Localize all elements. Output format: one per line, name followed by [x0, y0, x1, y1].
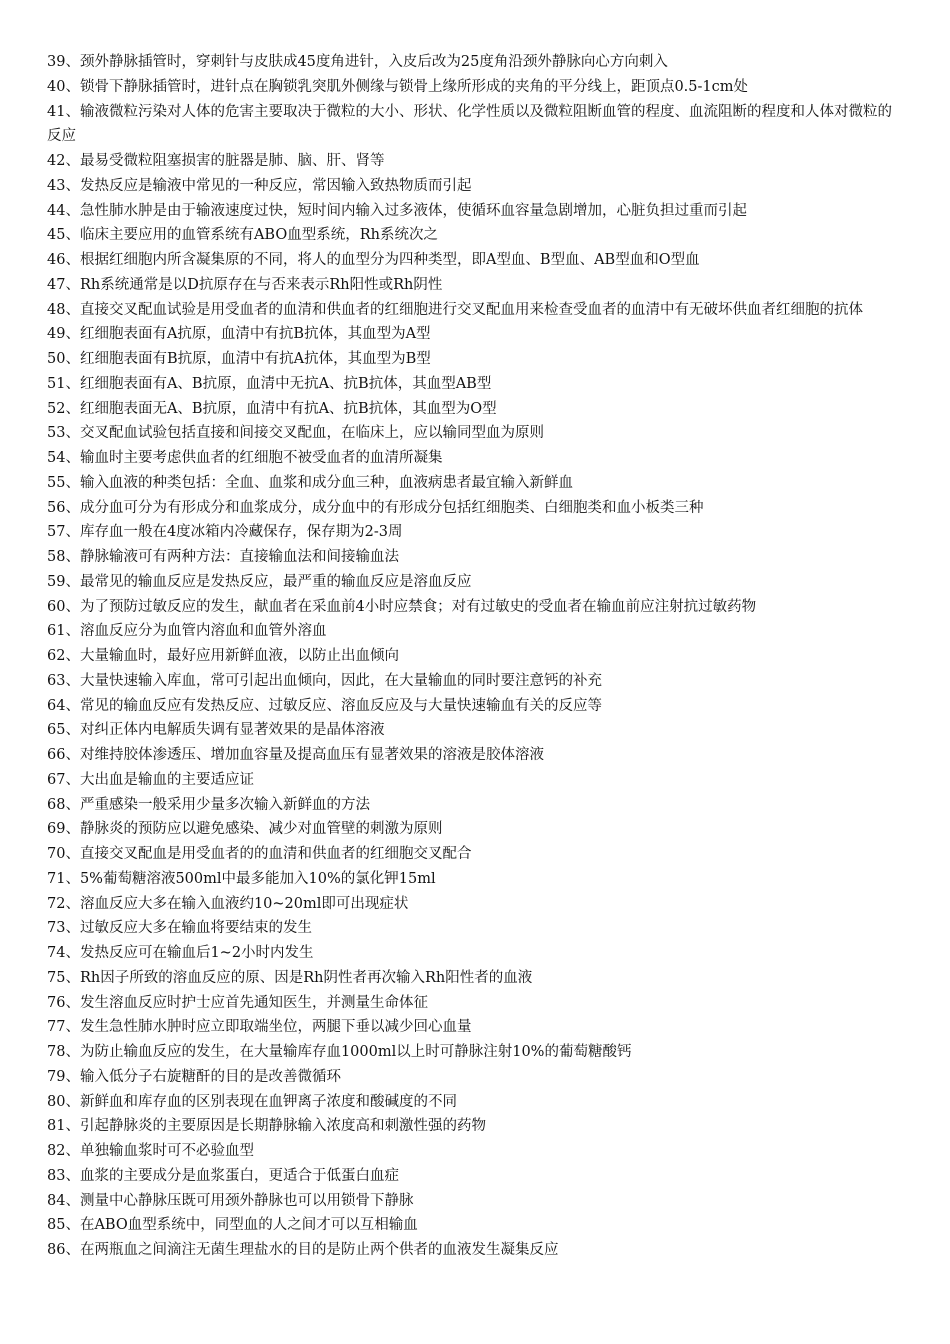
list-item: 56、成分血可分为有形成分和血浆成分，成分血中的有形成分包括红细胞类、白细胞类和血小板类三种: [47, 499, 704, 516]
list-item: 50、红细胞表面有B抗原，血清中有抗A抗体，其血型为B型: [47, 351, 431, 367]
list-item: 52、红细胞表面无A、B抗原，血清中有抗A、抗B抗体，其血型为O型: [47, 400, 497, 417]
list-item: 49、红细胞表面有A抗原，血清中有抗B抗体，其血型为A型: [47, 326, 431, 343]
list-item: 47、Rh系统通常是以D抗原存在与否来表示Rh阳性或Rh阴性: [47, 276, 443, 293]
list-item: 83、血浆的主要成分是血浆蛋白，更适合于低蛋白血症: [47, 1167, 399, 1184]
list-item: 74、发热反应可在输血后1~2小时内发生: [47, 945, 314, 961]
list-item: 66、对维持胶体渗透压、增加血容量及提高血压有显著效果的溶液是胶体溶液: [47, 747, 544, 763]
list-item: 46、根据红细胞内所含凝集原的不同，将人的血型分为四种类型，即A型血、B型血、AB型血和O型血: [47, 252, 700, 268]
list-item: 40、锁骨下静脉插管时，进针点在胸锁乳突肌外侧缘与锁骨上缘所形成的夹角的平分线上，距顶点0.5-1cm处: [47, 78, 749, 95]
list-item: 84、测量中心静脉压既可用颈外静脉也可以用锁骨下静脉: [47, 1192, 414, 1209]
list-item: 61、溶血反应分为血管内溶血和血管外溶血: [47, 623, 327, 640]
list-item: 51、红细胞表面有A、B抗原，血清中无抗A、抗B抗体，其血型AB型: [47, 375, 492, 392]
list-item: 42、最易受微粒阻塞损害的脏器是肺、脑、肝、肾等: [47, 153, 385, 169]
list-item: 54、输血时主要考虑供血者的红细胞不被受血者的血清所凝集: [47, 450, 443, 466]
list-item: 70、直接交叉配血是用受血者的的血清和供血者的红细胞交叉配合: [47, 846, 472, 862]
list-item: 82、单独输血浆时可不必验血型: [47, 1143, 254, 1159]
list-item: 62、大量输血时，最好应用新鲜血液，以防止出血倾向: [47, 648, 399, 664]
list-item: 81、引起静脉炎的主要原因是长期静脉输入浓度高和刺激性强的药物: [47, 1118, 486, 1135]
list-item: 73、过敏反应大多在输血将要结束的发生: [47, 920, 312, 937]
list-item: 80、新鲜血和库存血的区别表现在血钾离子浓度和酸碱度的不同: [47, 1093, 457, 1110]
list-item: 41、输液微粒污染对人体的危害主要取决于微粒的大小、形状、化学性质以及微粒阻断血管的程度、血流阻断的程度和人体对微粒的反应: [47, 103, 892, 145]
list-item: 53、交叉配血试验包括直接和间接交叉配血，在临床上，应以输同型血为原则: [47, 425, 544, 442]
list-item: 59、最常见的输血反应是发热反应，最严重的输血反应是溶血反应: [47, 573, 472, 590]
list-item: 68、严重感染一般采用少量多次输入新鲜血的方法: [47, 796, 370, 813]
list-item: 45、临床主要应用的血管系统有ABO血型系统，Rh系统次之: [47, 227, 438, 244]
list-item: 79、输入低分子右旋糖酐的目的是改善微循环: [47, 1068, 341, 1085]
list-item: 57、库存血一般在4度冰箱内冷藏保存，保存期为2-3周: [47, 524, 403, 541]
list-item: 58、静脉输液可有两种方法：直接输血法和间接输血法: [47, 549, 399, 565]
list-item: 71、5%葡萄糖溶液500ml中最多能加入10%的氯化钾15ml: [47, 870, 436, 887]
list-item: 78、为防止输血反应的发生，在大量输库存血1000ml以上时可静脉注射10%的葡萄糖酸钙: [47, 1044, 632, 1060]
list-item: 69、静脉炎的预防应以避免感染、减少对血管壁的刺激为原则: [47, 821, 443, 838]
list-item: 43、发热反应是输液中常见的一种反应，常因输入致热物质而引起: [47, 177, 472, 194]
list-item: 39、颈外静脉插管时，穿刺针与皮肤成45度角进针，入皮后改为25度角沿颈外静脉向心方向刺入: [47, 54, 668, 70]
list-item: 55、输入血液的种类包括：全血、血浆和成分血三种，血液病患者最宜输入新鲜血: [47, 474, 573, 491]
list-item: 86、在两瓶血之间滴注无菌生理盐水的目的是防止两个供者的血液发生凝集反应: [47, 1242, 559, 1258]
list-item: 85、在ABO血型系统中，同型血的人之间才可以互相输血: [47, 1217, 418, 1234]
list-item: 60、为了预防过敏反应的发生，献血者在采血前4小时应禁食；对有过敏史的受血者在输血前应注射抗过敏药物: [47, 598, 757, 615]
list-item: 75、Rh因子所致的溶血反应的原、因是Rh阴性者再次输入Rh阳性者的血液: [47, 969, 533, 986]
list-item: 64、常见的输血反应有发热反应、过敏反应、溶血反应及与大量快速输血有关的反应等: [47, 697, 602, 714]
list-item: 76、发生溶血反应时护士应首先通知医生，并测量生命体征: [47, 994, 428, 1011]
list-item: 67、大出血是输血的主要适应证: [47, 771, 254, 788]
list-item: 48、直接交叉配血试验是用受血者的血清和供血者的红细胞进行交叉配血用来检查受血者的血清中有无破坏供血者红细胞的抗体: [47, 301, 863, 318]
list-item: 44、急性肺水肿是由于输液速度过快，短时间内输入过多液体，使循环血容量急剧增加，心脏负担过重而引起: [47, 202, 747, 219]
list-item: 77、发生急性肺水肿时应立即取端坐位，两腿下垂以减少回心血量: [47, 1019, 472, 1036]
item-list: [47, 50, 906, 1263]
list-item: 72、溶血反应大多在输入血液约10~20ml即可出现症状: [47, 895, 409, 912]
list-item: 63、大量快速输入库血，常可引起出血倾向，因此，在大量输血的同时要注意钙的补充: [47, 672, 602, 689]
list-item: 65、对纠正体内电解质失调有显著效果的是晶体溶液: [47, 722, 385, 739]
